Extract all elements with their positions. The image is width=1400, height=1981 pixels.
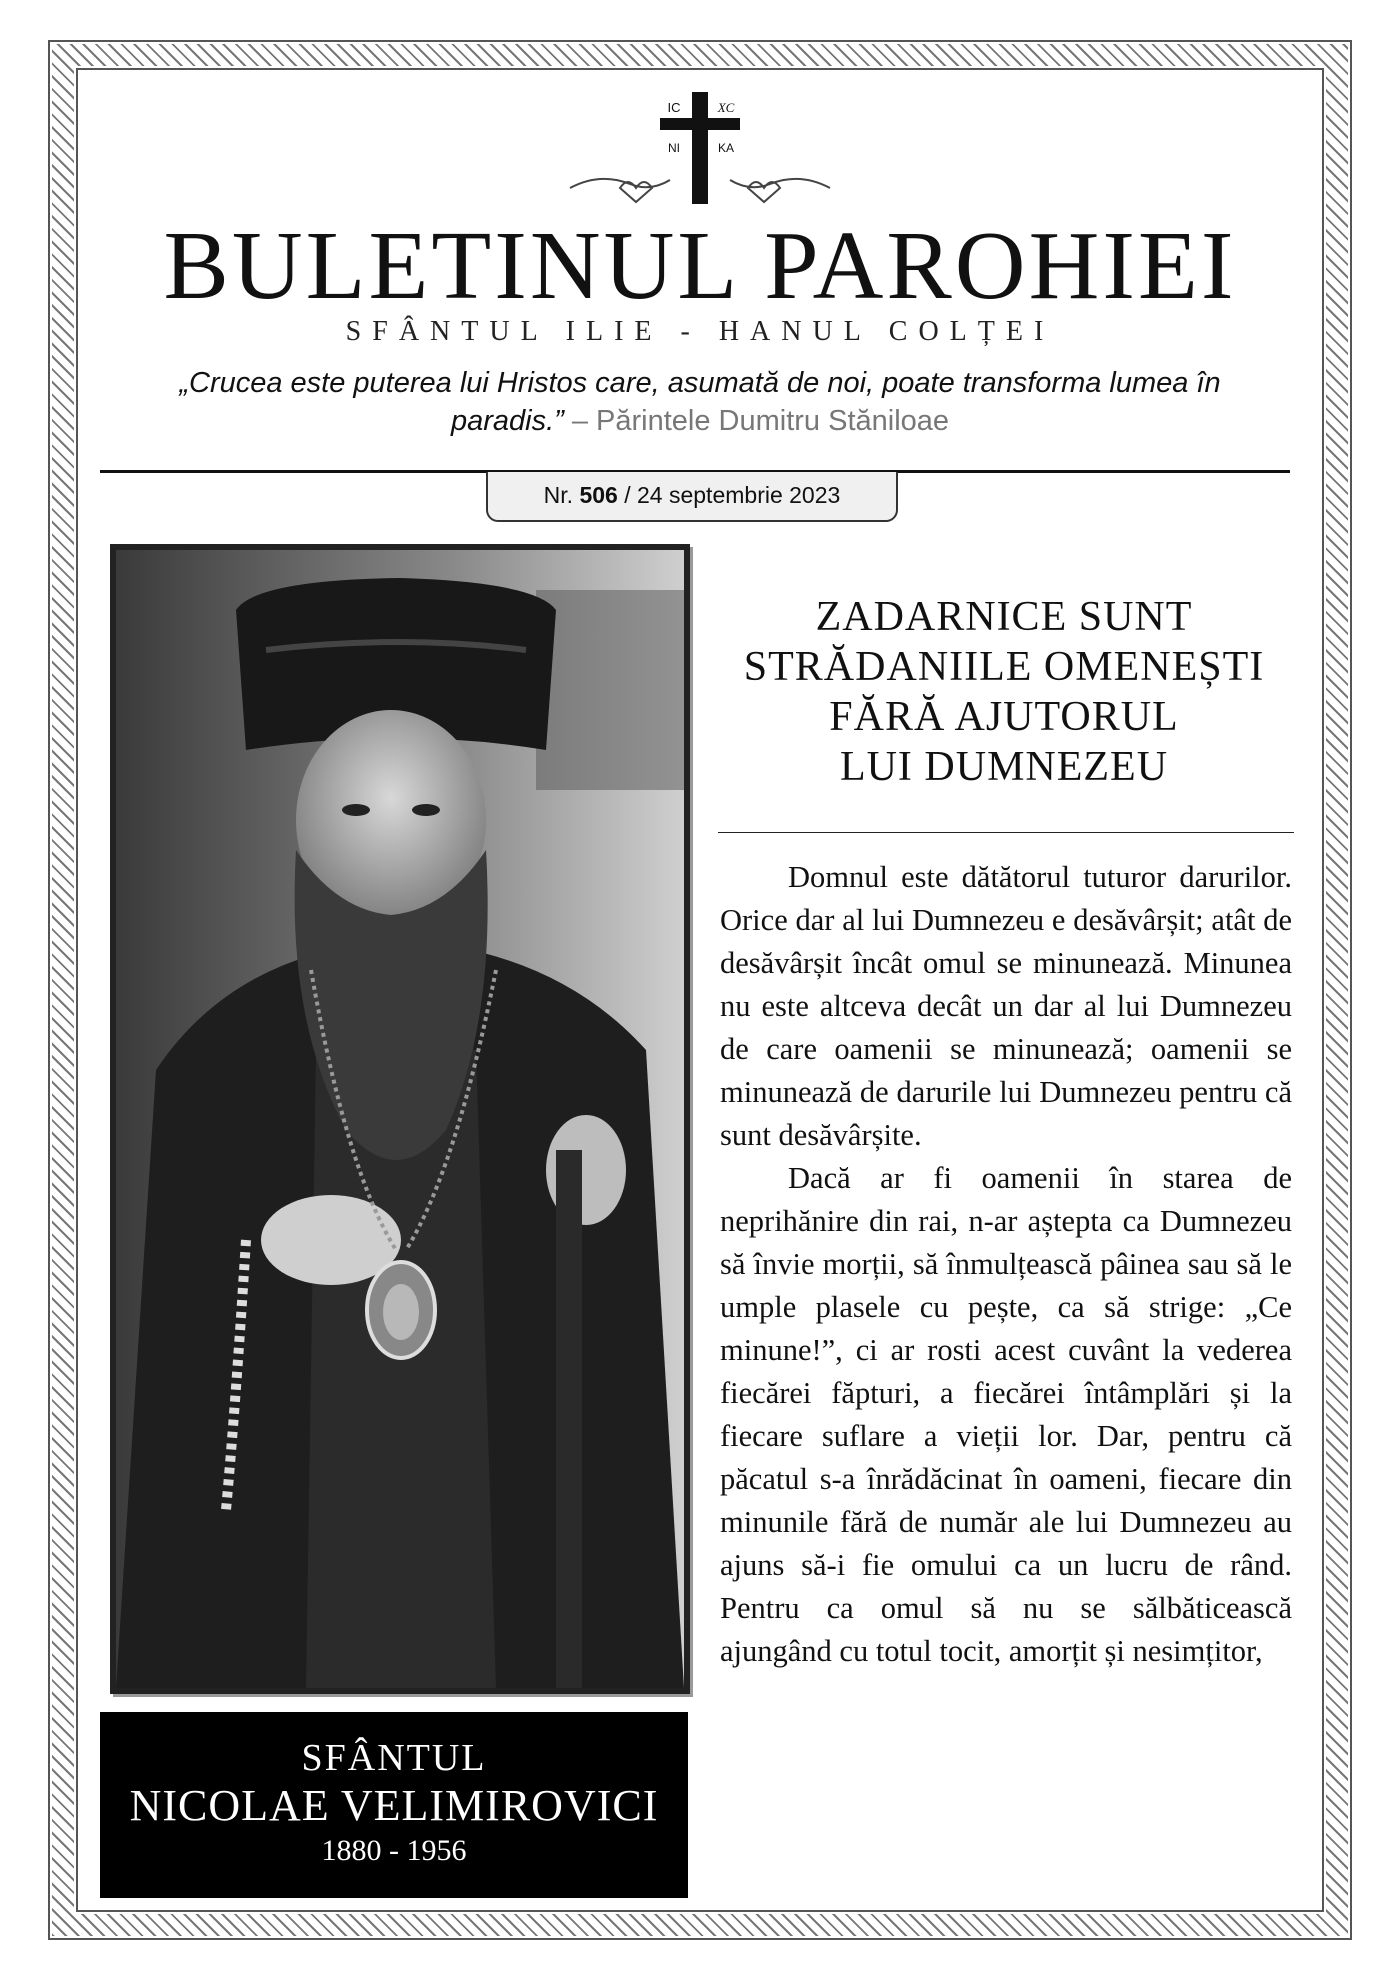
saint-portrait-photo [110, 544, 690, 1694]
article-divider [718, 832, 1294, 833]
bulletin-subtitle: SFÂNTUL ILIE - HANUL COLȚEI [345, 316, 1055, 347]
issue-badge [486, 472, 898, 522]
cross-letter-br: KA [717, 141, 735, 155]
portrait-caption [100, 1712, 688, 1898]
cross-logo-icon [560, 88, 840, 216]
header-quote [150, 364, 1250, 440]
cross-letter-tl: IC [667, 100, 681, 115]
article-title-line: ZADARNICE SUNT [815, 594, 1193, 640]
cross-letter-bl: NI [668, 141, 680, 155]
article-paragraph: Dacă ar fi oamenii în starea de neprihănire din rai, n-ar aștepta ca Dumnezeu să învie morții, să înmulțească pâinea sau să le umple plasele cu pește, ca să strige: „Ce minune!”, ci ar rosti acest cuvânt la vederea fiecărei făpturi, a fiecărei întâmplări și la fiecare suflare a vieții lor. Dar, pentru că păcatul s-a înrădăcinat în oameni, fiecare din minunile fără de număr ale lui Dumnezeu au ajuns să-i fie omului ca un lucru de rând. Pentru ca omul să nu se sălbăticească ajungând cu totul tocit, amorțit și nesimțitor, [720, 1161, 1292, 1668]
article-title [714, 592, 1294, 792]
cross-letter-tr: ΧC [717, 100, 735, 115]
article-title-line: FĂRĂ AJUTORUL [829, 694, 1179, 740]
article-title-line: LUI DUMNEZEU [839, 744, 1169, 790]
article-title-line: STRĂDANIILE OMENEȘTI [743, 644, 1265, 690]
article-paragraph: Domnul este dătătorul tuturor darurilor. Orice dar al lui Dumnezeu e desăvârșit; atât de desăvârșit încât omul se minunează. Minunea nu este altceva decât un dar al lui Dumnezeu de care oamenii se minunează; oamenii se minunează de darurile lui Dumnezeu pentru că sunt desăvârșite. [720, 860, 1292, 1152]
caption-line-2: NICOLAE VELIMIROVICI [129, 1781, 659, 1830]
quote-text: „Crucea este puterea lui Hristos care, asumată de noi, poate transforma lumea în paradis.” [179, 367, 1221, 437]
bulletin-title: BULETINUL PAROHIEI [163, 212, 1237, 320]
caption-line-3: 1880 - 1956 [321, 1834, 467, 1867]
article-body [720, 856, 1292, 1673]
issue-date: / 24 septembrie 2023 [624, 482, 841, 508]
issue-number: 506 [579, 482, 618, 508]
issue-prefix: Nr. [543, 482, 574, 508]
quote-author: – Părintele Dumitru Stăniloae [571, 405, 950, 437]
caption-line-1: SFÂNTUL [301, 1737, 487, 1779]
